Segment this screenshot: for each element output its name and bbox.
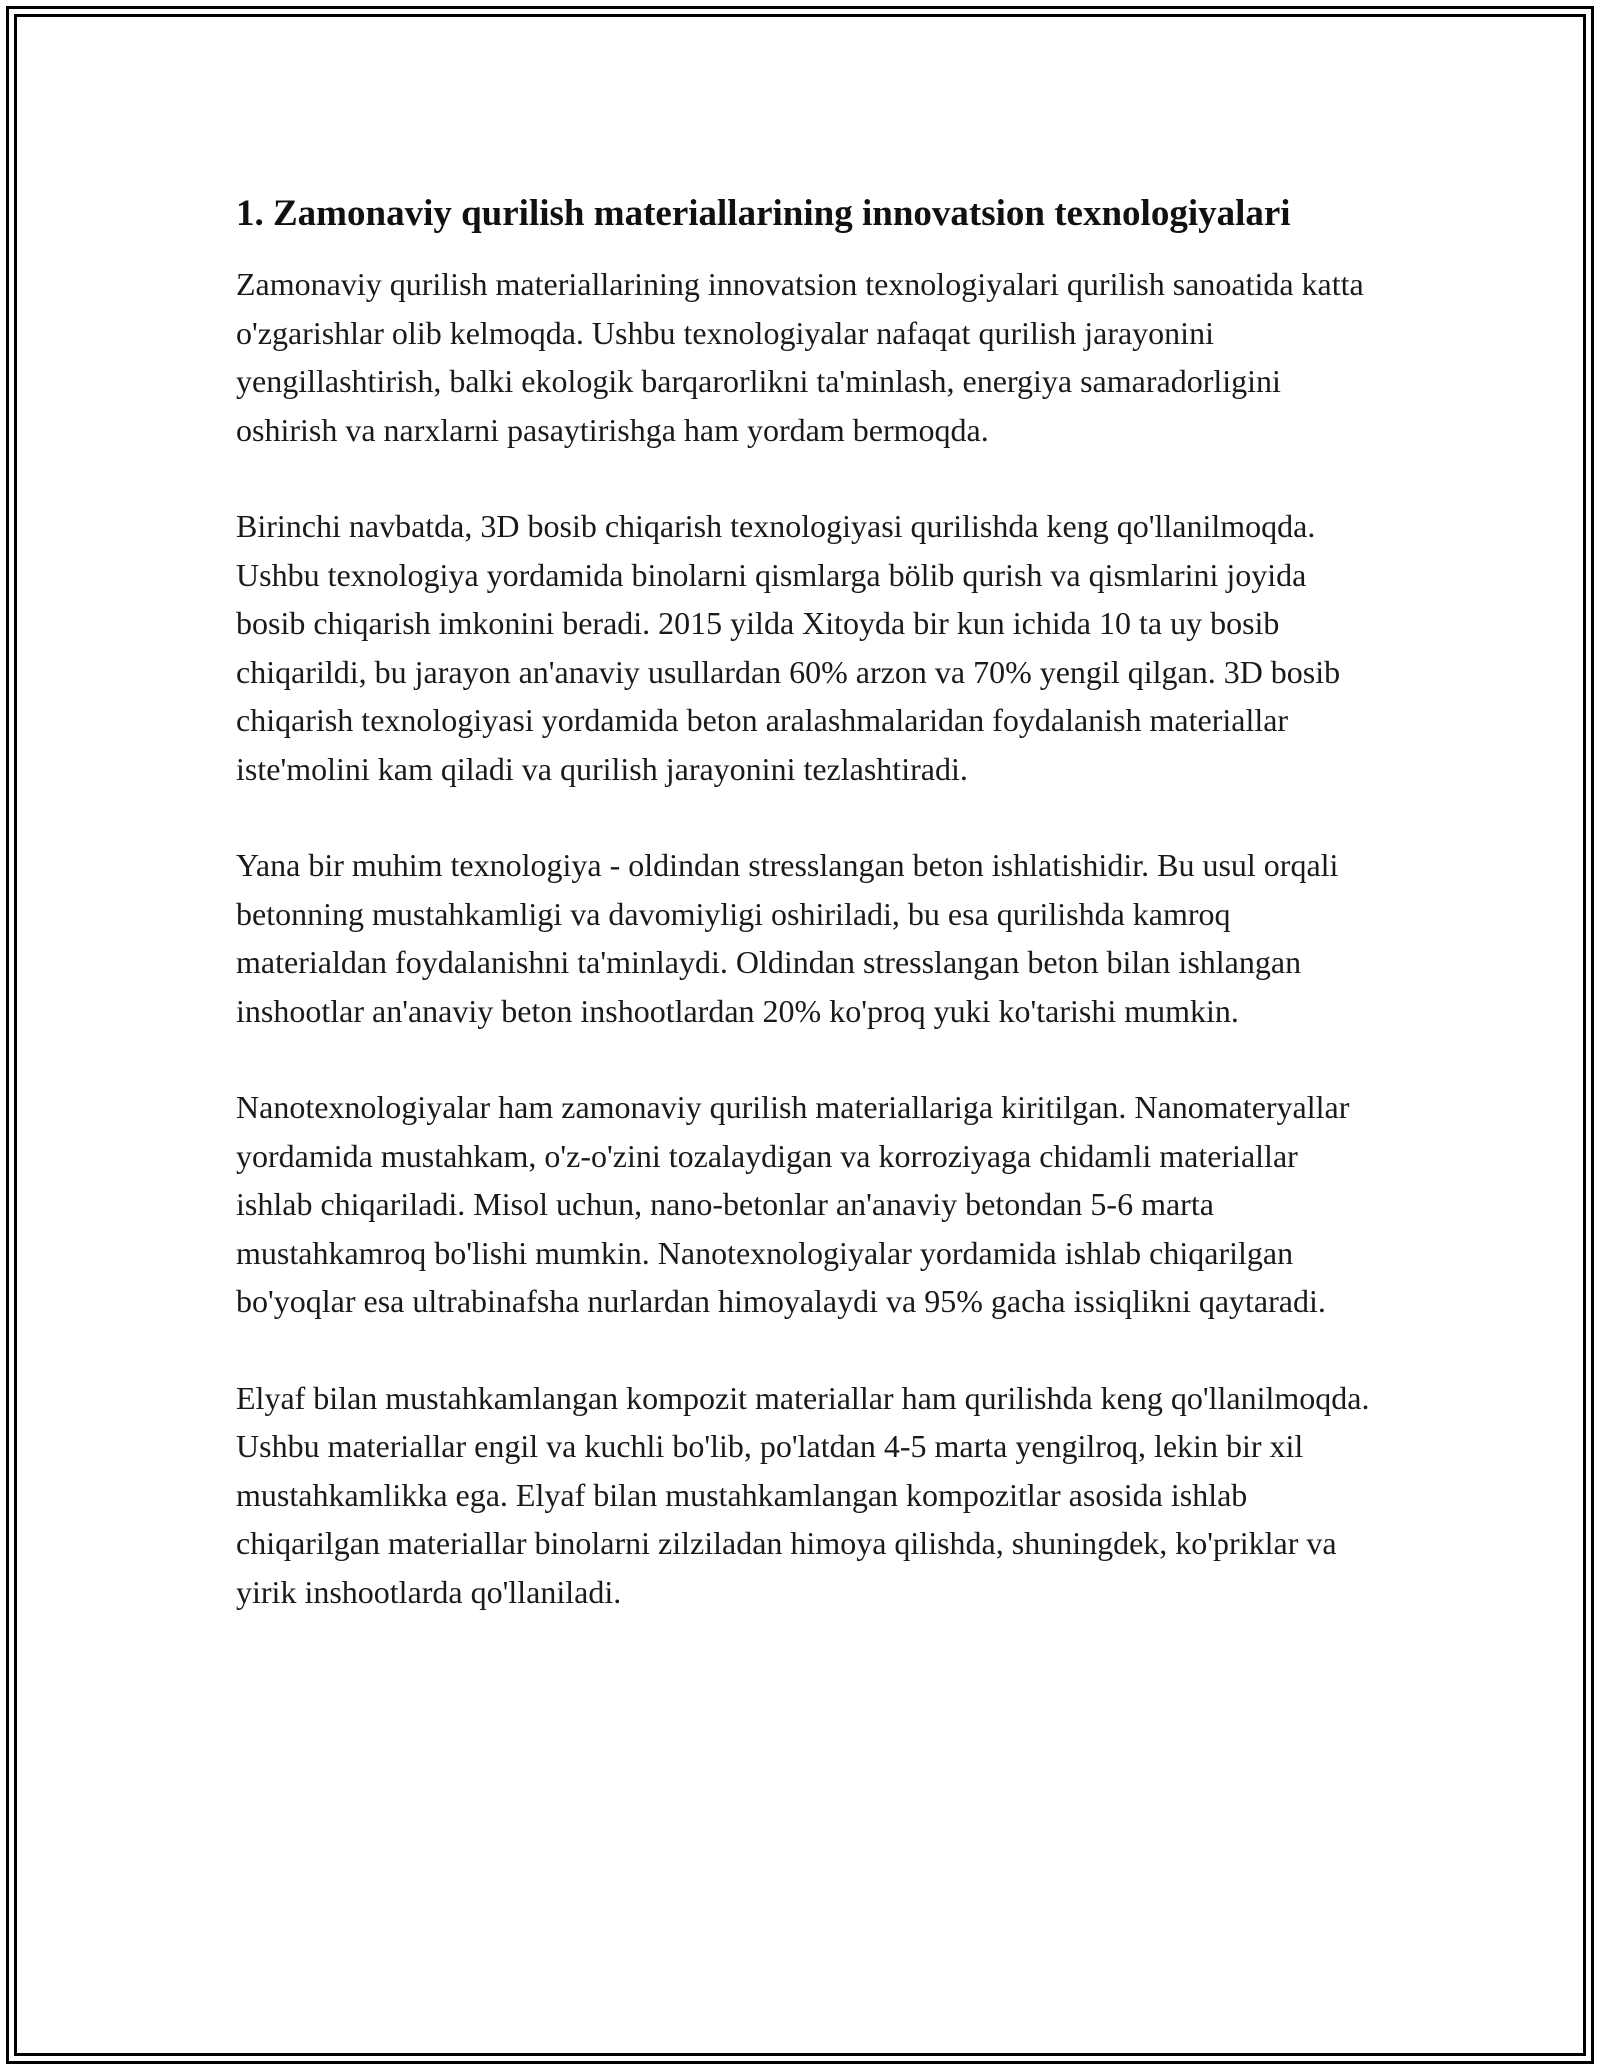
paragraph-fiber-composites: Elyaf bilan mustahkamlangan kompozit materiallar ham qurilishda keng qo'llanilmoqda. Ushbu materiallar engil va kuchli bo'lib, po'latdan 4-5 marta yengilroq, lekin bir xil mustahkamlikka ega. Elyaf bilan mustahkamlangan kompozitlar asosida ishlab chiqarilgan materiallar binolarni zilziladan himoya qilishda, shuningdek, ko'priklar va yirik inshootlarda qo'llaniladi. [236,1379,1370,1610]
section-heading: 1. Zamonaviy qurilish materiallarining innovatsion texnologiyalari [236,193,1291,234]
paragraph-3d-printing: Birinchi navbatda, 3D bosib chiqarish texnologiyasi qurilishda keng qo'llanilmoqda. Ushbu texnologiya yordamida binolarni qismlarga bölib qurish va qismlarini joyida bosib chiqarish imkonini beradi. 2015 yilda Xitoyda bir kun ichida 10 ta uy bosib chiqarildi, bu jarayon an'anaviy usullardan 60% arzon va 70% yengil qilgan. 3D bosib chiqarish texnologiyasi yordamida beton aralashmalaridan foydalanish materiallar iste'molini kam qiladi va qurilish jarayonini tezlashtiradi. [236,508,1341,787]
paragraph-intro: Zamonaviy qurilish materiallarining innovatsion texnologiyalari qurilish sanoatida katta o'zgarishlar olib kelmoqda. Ushbu texnologiyalar nafaqat qurilish jarayonini yengillashtirish, balki ekologik barqarorlikni ta'minlash, energiya samaradorligini oshirish va narxlarni pasaytirishga ham yordam bermoqda. [236,266,1364,448]
paragraph-prestressed-concrete: Yana bir muhim texnologiya - oldindan stresslangan beton ishlatishidir. Bu usul orqali betonning mustahkamligi va davomiyligi oshiriladi, bu esa qurilishda kamroq materialdan foydalanishni ta'minlaydi. Oldindan stresslangan beton bilan ishlangan inshootlar an'anaviy beton inshootlardan 20% ko'proq yuki ko'tarishi mumkin. [236,847,1339,1029]
document-body [236,186,1376,1664]
paragraph-nanotechnology: Nanotexnologiyalar ham zamonaviy qurilish materiallariga kiritilgan. Nanomateryallar yordamida mustahkam, o'z-o'zini tozalaydigan va korroziyaga chidamli materiallar ishlab chiqariladi. Misol uchun, nano-betonlar an'anaviy betondan 5-6 marta mustahkamroq bo'lishi mumkin. Nanotexnologiyalar yordamida ishlab chiqarilgan bo'yoqlar esa ultrabinafsha nurlardan himoyalaydi va 95% gacha issiqlikni qaytaradi. [236,1089,1350,1319]
